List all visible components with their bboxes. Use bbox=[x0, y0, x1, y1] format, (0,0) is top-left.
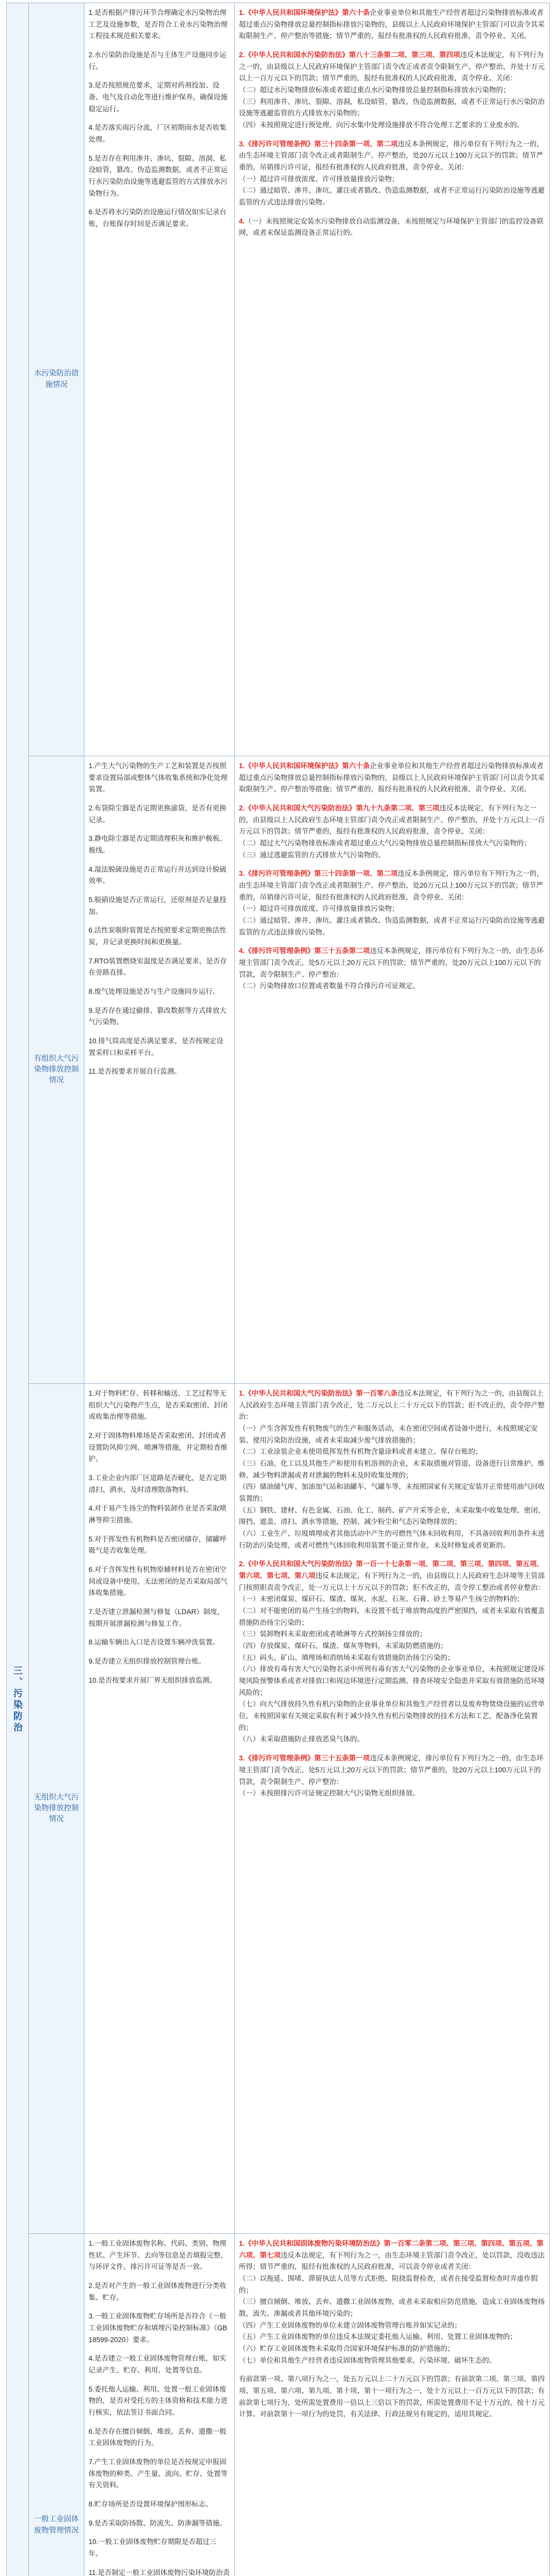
penalty-cell bbox=[235, 2234, 549, 2576]
group-fugitive-air bbox=[29, 1384, 549, 2234]
category-cell bbox=[29, 3, 84, 756]
category-label: 有组织大气污染物排放控制情况 bbox=[34, 1054, 79, 1084]
penalty-text: 违反本条例规定，排污单位有下列行为之一的，由生态环境主管部门责令改正或者限制生产、停产整治，处20万元以上100万元以下的罚款；情节严重的，吊销排污许可证，报经有批准权的人民政府批准，责令停业、关闭： （一）超过许可排放浓度、许可排放量排放污染物； （二）通过暗管、渗井、渗坑、灌注或者篡改、伪造监测数据，或者不正常运行污染防治设施等逃避监管的方式违法排放污染物。 bbox=[239, 870, 545, 936]
category-label: 水污染防治措施情况 bbox=[34, 369, 79, 389]
category-cell bbox=[29, 1384, 84, 2233]
check-item: 11.是否按要求开展自行监测。 bbox=[89, 1067, 181, 1076]
section-column bbox=[7, 3, 29, 2576]
check-item: 1.产生大气污染物的生产工艺和装置是否按照要求设置局部或整体气体收集系统和净化处理装置。 bbox=[89, 762, 228, 793]
law-citation: 4. bbox=[239, 217, 245, 225]
check-item: 1.对于物料贮存、转移和输送、工艺过程等无组织大气污染物产生点，是否采取密闭、封闭或收集治理等措施。 bbox=[89, 1389, 228, 1421]
check-item: 4.湿法脱硫设施是否正常运行并达到设计脱硫效率。 bbox=[89, 865, 227, 885]
penalty-clause bbox=[239, 7, 545, 42]
penalty-cell bbox=[235, 756, 549, 1383]
penalty-clause bbox=[239, 868, 545, 938]
law-citation: 1.《中华人民共和国大气污染防治法》第一百零八条 bbox=[239, 1389, 398, 1397]
check-item: 10.一般工业固体废物贮存期限是否超过三年。 bbox=[89, 2538, 217, 2558]
penalty-text: 违反本条例规定，排污单位有下列行为之一的，由生态环境主管部门责令改正，处5万元以上20万元以下的罚款；情节严重的，处20万元以上100万元以下的罚款，责令限制生产、停产整治： （二）污染物排放口位置或者数量不符合排污许可证规定。 bbox=[239, 947, 544, 990]
law-citation: 3.《排污许可管理条例》第三十四条第一项、第二项 bbox=[239, 870, 398, 878]
check-items-cell bbox=[84, 1384, 235, 2233]
check-item: 7.RTO装置燃烧室温度是否满足要求，是否存在旁路直排。 bbox=[89, 957, 227, 977]
penalty-clause bbox=[239, 1388, 545, 1551]
check-item: 6.对于含挥发性有机物原辅材料是否在密闭空间或设备中使用，无法密闭的是否采取局部气体收集措施。 bbox=[89, 1566, 228, 1597]
check-item: 10.排气筒高度是否满足要求，是否按规定设置采样口和采样平台。 bbox=[89, 1037, 223, 1057]
law-citation: 4.《排污许可管理条例》第三十五条第二项 bbox=[239, 947, 370, 955]
check-item: 3.一般工业固体废物贮存场所是否符合《一般工业固体废物贮存和填埋污染控制标准》（GB 18599-2020）要求。 bbox=[89, 2312, 230, 2344]
check-item: 8.废气处理设施是否与生产设施同步运行。 bbox=[89, 988, 220, 996]
law-citation: 2.《中华人民共和国大气污染防治法》第九十九条第二项、第三项 bbox=[239, 804, 440, 812]
group-water bbox=[29, 3, 549, 756]
section-label: 三、污染防治 bbox=[12, 1666, 23, 1734]
check-item: 6.是否将水污染防治设施运行情况如实记录台账，台账保存时间是否满足要求。 bbox=[89, 208, 227, 228]
check-item: 9.是否存在通过偷排、篡改数据等方式排放大气污染物。 bbox=[89, 1006, 227, 1026]
category-label: 无组织大气污染物排放控制情况 bbox=[34, 1793, 79, 1823]
law-citation: 3.《排污许可管理条例》第三十四条第一项、第二项 bbox=[239, 140, 398, 148]
check-item: 5.脱硝设施是否正常运行，还原剂是否足量投加。 bbox=[89, 896, 227, 916]
penalty-clause bbox=[239, 1753, 545, 1800]
penalty-text: 企业事业单位和其他生产经营者超过污染物排放标准或者超过重点污染物排放总量控制指标排放污染物的，县级以上人民政府环境保护主管部门可以责令其采取限制生产、停产整治等措施；情节严重的，报经有批准权的人民政府批准，责令停业、关闭。 bbox=[239, 9, 545, 40]
check-item: 8.运输车辆出入口是否设置车辆冲洗装置。 bbox=[89, 1638, 220, 1647]
check-item: 3.是否按照规范要求，定期对药剂投加、设备、电气及自动化等进行维护保养，确保设施稳定运行。 bbox=[89, 81, 228, 113]
penalty-text: （一）未按照规定安装水污染物排放自动监测设备，未按照规定与环境保护主管部门的监控设备联网，或者未保证监测设备正常运行的。 bbox=[239, 217, 544, 237]
penalty-clause bbox=[239, 2374, 545, 2420]
penalty-text: 违反本条例规定，排污单位有下列行为之一的，由生态环境主管部门责令改正或者限制生产、停产整治，处20万元以上100万元以下的罚款；情节严重的，吊销排污许可证，报经有批准权的人民政府批准，责令停业、关闭： （一）超过许可排放浓度、许可排放量排放污染物； （二）通过暗管、渗井、渗坑、灌注或者篡改、伪造监测数据，或者不正常运行污染防治设施等逃避监管的方式违法排放污染物。 bbox=[239, 140, 545, 207]
check-item: 6.活性炭吸附装置是否按照要求定期更换活性炭，并记录更换时间和更换量。 bbox=[89, 926, 227, 946]
check-item: 1.是否根据产排污环节合理确定水污染物治理工艺及设施参数，是否符合工业水污染物治理工程技术规范相关要求。 bbox=[89, 9, 228, 40]
check-item: 4.是否落实雨污分流，厂区初期雨水是否收集处理。 bbox=[89, 124, 227, 144]
penalty-clause bbox=[239, 2238, 545, 2366]
penalty-text: 违反本法规定，有下列行为之一的，由县级以上人民政府生态环境主管部门责令改正或者限制生产、停产整治，并处十万元以上一百万元以下的罚款；情节严重的，报经有批准权的人民政府批准，责令停业、关闭： （二）超过大气污染物排放标准或者超过重点大气污染物排放总量控制指标排放大气污染物的； （三）通过逃避监管的方式排放大气污染物的。 bbox=[239, 804, 545, 859]
category-label: 一般工业固体废物管理情况 bbox=[34, 2515, 79, 2535]
penalty-text: 违反本法规定，有下列行为之一的，由县级以上人民政府环境保护主管部门责令改正或者责令限制生产、停产整治，并处十万元以上一百万元以下的罚款；情节严重的，报经有批准权的人民政府批准，责令停业、关闭： （二）超过水污染物排放标准或者超过重点水污染物排放总量控制指标排放水污染物的； （三）利用渗井、渗坑、裂隙、溶洞，私设暗管，篡改、伪造监测数据，或者不正常运行水污染防治设施等逃避监管的方式排放水污染物的； （四）未按照规定进行预处理，向污水集中处理设施排放不符合处理工艺要求的工业废水的。 bbox=[239, 51, 545, 129]
check-item: 7.是否建立泄漏检测与修复（LDAR）制度，按期开展泄漏检测与修复工作。 bbox=[89, 1608, 224, 1628]
penalty-clause bbox=[239, 803, 545, 861]
law-citation: 1.《中华人民共和国固体废物污染环境防治法》第一百零二条第二项、第三项、第四项、第五项、第六项、第七项 bbox=[239, 2240, 544, 2259]
law-citation: 2.《中华人民共和国水污染防治法》第八十三条第二项、第三项、第四项 bbox=[239, 51, 460, 59]
check-item: 2.对于固体物料堆场是否采取密闭、封闭或者设置防风抑尘网、喷淋等措施，并定期检查维护。 bbox=[89, 1432, 228, 1463]
penalty-text: 企业事业单位和其他生产经营者超过污染物排放标准或者超过重点污染物排放总量控制指标排放污染物的，县级以上人民政府环境保护主管部门可以责令其采取限制生产、停产整治等措施；情节严重的，报经有批准权的人民政府批准，责令停业、关闭。 bbox=[239, 762, 545, 793]
check-items-cell bbox=[84, 756, 235, 1383]
law-citation: 3.《排污许可管理条例》第三十五条第一项 bbox=[239, 1754, 370, 1762]
category-groups bbox=[29, 3, 549, 2576]
law-citation: 2.《中华人民共和国大气污染防治法》第一百一十七条第一项、第二项、第三项、第四项、第五项、第六项、第七项、第八项 bbox=[239, 1560, 544, 1580]
penalty-clause bbox=[239, 49, 545, 131]
penalty-cell bbox=[235, 3, 549, 756]
category-cell bbox=[29, 756, 84, 1383]
penalty-clause bbox=[239, 945, 545, 992]
penalty-clause bbox=[239, 139, 545, 209]
category-cell bbox=[29, 2234, 84, 2576]
penalty-text: 违反本条例规定，排污单位有下列行为之一的，由生态环境主管部门责令改正，处5万元以上20万元以下的罚款；情节严重的，处20万元以上100万元以下的罚款，责令限制生产、停产整治： （一）未按照排污许可证规定控制大气污染物无组织排放。 bbox=[239, 1754, 544, 1798]
penalty-text: 违反本法规定，有下列行为之一的，由县级以上人民政府生态环境主管部门责令改正，处二万元以上二十万元以下的罚款；拒不改正的，责令停产整治： （一）产生含挥发性有机物废气的生产和服务活动，未在密闭空间或者设备中进行，未按照规定安装、使用污染防治设施，或者未采取减少废气排放措施的； （二）工业涂装企业未使用低挥发性有机物含量涂料或者未建立、保存台账的； （三）石油、化工以及其他生产和使用有机溶剂的企业，未采取措施对管道、设备进行日常维护、维修，减少物料泄漏或者对泄漏的物料未及时收集处理的； （四）储油储气库、加油加气站和油罐车、气罐车等，未按照国家有关规定安装并正常使用油气回收装置的； （五）钢铁、建材、有色金属、石油、化工、制药、矿产开采等企业，未采取集中收集处理、密闭、围挡、遮盖、清扫、洒水等措施，控制、减少粉尘和气态污染物排放的； （六）工业生产、垃圾填埋或者其他活动中产生的可燃性气体未回收利用，不具备回收利用条件未进行防治污染处理，或者可燃性气体回收利用装置不能正常作业，未及时修复或者更新的。 bbox=[239, 1389, 545, 1549]
penalty-clause bbox=[239, 1558, 545, 1745]
check-item: 5.是否存在利用渗井、渗坑、裂隙、溶洞、私设暗管，篡改、伪造监测数据，或者不正常运行水污染防治设施等逃避监管的方式排放水污染物行为。 bbox=[89, 154, 228, 197]
check-item: 5.委托他人运输、利用、处置一般工业固体废物的，是否对受托方的主体资格和技术能力进行核实，依法签订书面合同。 bbox=[89, 2385, 228, 2417]
inspection-table bbox=[6, 3, 550, 2576]
law-citation: 1.《中华人民共和国环境保护法》第六十条 bbox=[239, 9, 370, 16]
group-organized-air bbox=[29, 756, 549, 1384]
check-item: 2.是否对产生的一般工业固体废物进行分类收集、贮存。 bbox=[89, 2282, 227, 2301]
penalty-cell bbox=[235, 1384, 549, 2233]
check-items-cell bbox=[84, 2234, 235, 2576]
penalty-clause bbox=[239, 760, 545, 795]
check-item: 2.布袋除尘器是否定期更换滤袋，是否有更换记录。 bbox=[89, 804, 227, 824]
check-items-cell bbox=[84, 3, 235, 756]
check-item: 11.是否制定一般工业固体废物污染环境防治责 bbox=[89, 2568, 230, 2576]
check-item: 1.一般工业固体废物名称、代码、类别、物理性状、产生环节、去向等信息是否填报完整，与环评文件、排污许可证等是否一致。 bbox=[89, 2240, 228, 2271]
check-item: 8.贮存场所是否设置环境保护图形标志。 bbox=[89, 2500, 213, 2509]
check-item: 10.是否按要求开展厂界无组织排放监测。 bbox=[89, 1676, 217, 1684]
check-item: 4.对于易产生扬尘的物料装卸作业是否采取喷淋等抑尘措施。 bbox=[89, 1504, 227, 1524]
check-item: 5.对于挥发性有机物料是否密闭储存，储罐呼吸气是否收集处理。 bbox=[89, 1535, 227, 1555]
penalty-text: 有前款第一项、第八项行为之一，处五万元以上二十万元以下的罚款；有前款第二项、第三项、第四项、第五项、第六项、第九项、第十项、第十一项行为之一，处十万元以上一百万元以下的罚款；有前款第七项行为，处所需处置费用一倍以上三倍以下的罚款，所需处置费用不足十万元的，按十万元计算。对前款第十一项行为的处罚，有关法律、行政法规另有规定的，适用其规定。 bbox=[239, 2375, 545, 2418]
check-item: 4.是否建立一般工业固体废物管理台账，如实记录产生、贮存、利用、处置等信息。 bbox=[89, 2354, 227, 2375]
check-item: 3.静电除尘器是否定期清理积灰和维护极板、极线。 bbox=[89, 835, 227, 855]
law-citation: 1.《中华人民共和国环境保护法》第六十条 bbox=[239, 762, 370, 770]
check-item: 9.是否采取防扬散、防流失、防渗漏等措施。 bbox=[89, 2519, 227, 2527]
penalty-text: 违反本法规定，有下列行为之一的，由县级以上人民政府生态环境等主管部门按照职责责令改正，处一万元以上十万元以下的罚款；拒不改正的，责令停工整治或者停业整治： （一）未密闭煤炭、煤矸石、煤渣、煤灰、水泥、石灰、石膏、砂土等易产生扬尘的物料的； （二）对不能密闭的易产生扬尘的物料，未设置不低于堆放物高度的严密围挡，或者未采取有效覆盖措施防治扬尘污染的； （三）装卸物料未采取密闭或者喷淋等方式控制扬尘排放的； （四）存放煤炭、煤矸石、煤渣、煤灰等物料，未采取防燃措施的； （五）码头、矿山、填埋场和消纳场未采取有效措施防治扬尘污染的； （六）排放有毒有害大气污染物名录中所列有毒有害大气污染物的企业事业单位，未按照规定建设环境风险预警体系或者对排放口和周边环境进行定期监测、排查环境安全隐患并采取有效措施防范环境风险的； （七）向大气排放持久性有机污染物的企业事业单位和其他生产经营者以及废弃物焚烧设施的运营单位，未按照国家有关规定采取有利于减少持久性有机污染物排放的技术方法和工艺，配备净化装置的； （八）未采取措施防止排放恶臭气体的。 bbox=[239, 1572, 545, 1743]
check-item: 6.是否存在擅自倾倒、堆放、丢弃、遗撒一般工业固体废物的行为。 bbox=[89, 2427, 227, 2447]
penalty-clause bbox=[239, 216, 545, 239]
check-item: 2.水污染防治设施是否与主体生产设施同步运行。 bbox=[89, 51, 227, 71]
check-item: 9.是否建立无组织排放控制管理台账。 bbox=[89, 1657, 206, 1666]
check-item: 7.产生工业固体废物的单位是否按规定申报固体废物的种类、产生量、流向、贮存、处置等有关资料。 bbox=[89, 2458, 228, 2489]
penalty-text: 违反本法规定，有下列行为之一，由生态环境主管部门责令改正，处以罚款，没收违法所得；情节严重的，报经有批准权的人民政府批准，可以责令停业或者关闭： （二）以拖延、围堵、滞留执法人员等方式拒绝、阻挠监督检查，或者在接受监督检查时弄虚作假的； （三）擅自倾倒、堆放、丢弃、遗撒工业固体废物，或者未采取相应防范措施，造成工业固体废物扬散、流失、渗漏或者其他环境污染的； （四）产生工业固体废物的单位未建立固体废物管理台账并如实记录的； （五）产生工业固体废物的单位违反本法规定委托他人运输、利用、处置工业固体废物的； （六）贮存工业固体废物未采取符合国家环境保护标准的防护措施的； （七）单位和其他生产经营者违反固体废物管理其他要求，污染环境、破坏生态的。 bbox=[239, 2251, 545, 2364]
check-item: 3.工业企业内部厂区道路是否硬化，是否定期清扫、洒水，及时清理散落物料。 bbox=[89, 1474, 227, 1494]
group-general-solid-waste bbox=[29, 2234, 549, 2576]
